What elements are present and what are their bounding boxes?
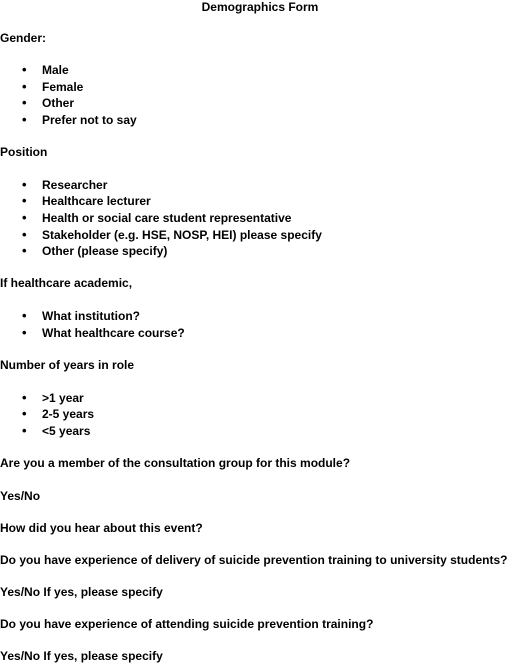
academic-option: • What healthcare course? <box>42 326 185 340</box>
position-option: • Researcher <box>42 178 107 192</box>
position-option: • Health or social care student representative <box>42 211 291 225</box>
gender-option: • Prefer not to say <box>42 113 137 127</box>
consultation-answer: Yes/No <box>0 489 41 503</box>
hear-about-question: How did you hear about this event? <box>0 521 203 535</box>
consultation-question: Are you a member of the consultation group for this module? <box>0 456 351 470</box>
gender-option: • Other <box>42 96 74 110</box>
academic-heading: If healthcare academic, <box>0 276 133 290</box>
academic-option: • What institution? <box>42 309 140 323</box>
gender-option: • Male <box>42 63 69 77</box>
gender-heading: Gender: <box>0 31 47 45</box>
years-option: • 2-5 years <box>42 407 94 421</box>
delivery-answer: Yes/No If yes, please specify <box>0 585 163 599</box>
position-option: • Stakeholder (e.g. HSE, NOSP, HEI) please specify <box>42 228 322 242</box>
attending-experience-question: Do you have experience of attending suicide prevention training? <box>0 617 374 631</box>
delivery-experience-question: Do you have experience of delivery of suicide prevention training to university students? <box>0 553 508 567</box>
gender-option: • Female <box>42 80 83 94</box>
form-title: Demographics Form <box>201 0 319 14</box>
attending-answer: Yes/No If yes, please specify <box>0 649 163 663</box>
position-option: • Other (please specify) <box>42 244 167 258</box>
years-option: • >1 year <box>42 391 84 405</box>
position-heading: Position <box>0 145 48 159</box>
position-option: • Healthcare lecturer <box>42 194 151 208</box>
years-option: • <5 years <box>42 424 90 438</box>
years-heading: Number of years in role <box>0 358 135 372</box>
